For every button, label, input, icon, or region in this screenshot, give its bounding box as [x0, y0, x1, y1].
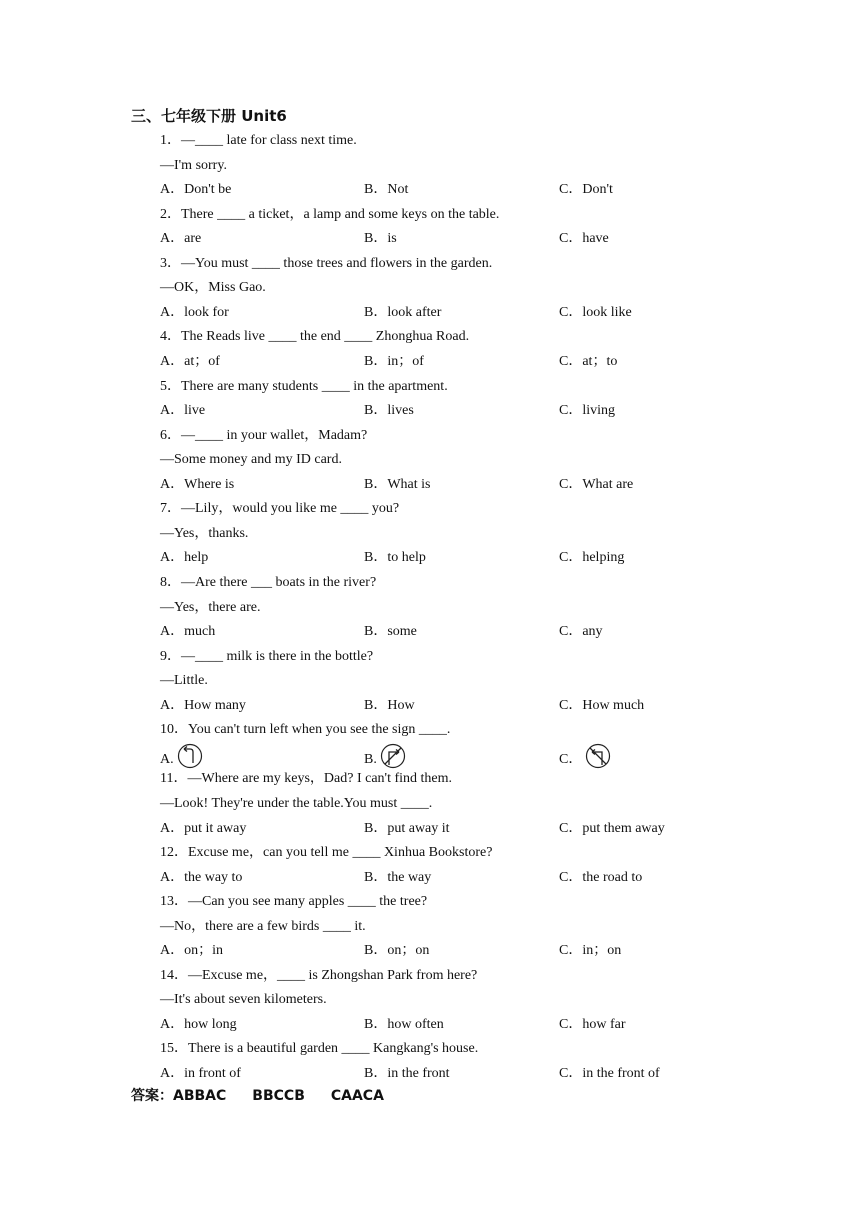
question-14-reply: —It's about seven kilometers.: [160, 992, 327, 1007]
question-4-option-b: B．in；of: [364, 354, 424, 369]
question-8-option-b: B．some: [364, 624, 417, 639]
question-4-option-c: C．at；to: [559, 354, 618, 369]
question-15-stem: 15．There is a beautiful garden ____ Kangkang's house.: [160, 1041, 479, 1056]
question-1-stem: 1．—____ late for class next time.: [160, 133, 357, 148]
question-14-option-a: A．how long: [160, 1017, 237, 1032]
u-turn-sign-icon: [175, 743, 205, 769]
answer-group-3: CAACA: [330, 1088, 384, 1104]
question-10-stem: 10．You can't turn left when you see the sign ____.: [160, 722, 451, 737]
question-14-stem: 14．—Excuse me，____ is Zhongshan Park from here?: [160, 968, 478, 983]
question-1-reply: —I'm sorry.: [160, 158, 227, 173]
question-10-option-a: [160, 743, 205, 767]
question-5-option-a: A．live: [160, 403, 206, 418]
no-left-turn-sign-icon: [583, 743, 613, 769]
question-8-reply: —Yes，there are.: [160, 600, 261, 615]
question-10-option-b: [364, 743, 408, 767]
question-10-option-c: [559, 743, 613, 767]
answer-group-2: BBCCB: [252, 1088, 305, 1104]
no-right-turn-sign-icon: [378, 743, 408, 769]
question-7-reply: —Yes，thanks.: [160, 526, 249, 541]
question-8-option-a: A．much: [160, 624, 216, 639]
question-15-option-a: A．in front of: [160, 1066, 241, 1081]
question-7-option-c: C．helping: [559, 550, 625, 565]
question-13-option-a: A．on；in: [160, 943, 223, 958]
question-6-option-b: B．What is: [364, 477, 431, 492]
section-heading: 三、七年级下册 Unit6: [131, 107, 287, 125]
question-3-stem: 3．—You must ____ those trees and flowers in the garden.: [160, 256, 493, 271]
question-8-stem: 8．—Are there ___ boats in the river?: [160, 575, 377, 590]
question-12-stem: 12．Excuse me，can you tell me ____ Xinhua Bookstore?: [160, 845, 493, 860]
question-14-option-b: B．how often: [364, 1017, 444, 1032]
question-3-option-b: B．look after: [364, 305, 442, 320]
question-4-option-a: A．at；of: [160, 354, 220, 369]
question-13-reply: —No，there are a few birds ____ it.: [160, 919, 366, 934]
answer-group-1: ABBAC: [173, 1088, 227, 1104]
question-7-stem: 7．—Lily，would you like me ____ you?: [160, 501, 400, 516]
answer-key-label: 答案：: [131, 1088, 173, 1104]
question-2-stem: 2．There ____ a ticket，a lamp and some keys on the table.: [160, 207, 500, 222]
question-10-option-a-label: A.: [160, 752, 174, 767]
question-15-option-b: B．in the front: [364, 1066, 450, 1081]
question-9-option-b: B．How: [364, 698, 415, 713]
question-5-option-b: B．lives: [364, 403, 414, 418]
question-9-option-a: A．How many: [160, 698, 246, 713]
question-2-option-a: A．are: [160, 231, 202, 246]
question-14-option-c: C．how far: [559, 1017, 626, 1032]
question-2-option-b: B．is: [364, 231, 397, 246]
question-7-option-b: B．to help: [364, 550, 426, 565]
question-6-reply: —Some money and my ID card.: [160, 452, 342, 467]
question-4-stem: 4．The Reads live ____ the end ____ Zhonghua Road.: [160, 329, 470, 344]
question-8-option-c: C．any: [559, 624, 603, 639]
question-11-stem: 11．—Where are my keys，Dad? I can't find them.: [160, 771, 453, 786]
question-1-option-a: A．Don't be: [160, 182, 232, 197]
question-7-option-a: A．help: [160, 550, 209, 565]
question-5-stem: 5．There are many students ____ in the apartment.: [160, 379, 448, 394]
question-3-reply: —OK，Miss Gao.: [160, 280, 266, 295]
question-10-option-c-label: C．: [559, 752, 583, 767]
question-13-option-c: C．in；on: [559, 943, 622, 958]
question-11-reply: —Look! They're under the table.You must ____.: [160, 796, 433, 811]
question-6-stem: 6．—____ in your wallet，Madam?: [160, 428, 368, 443]
question-15-option-c: C．in the front of: [559, 1066, 660, 1081]
question-1-option-b: B．Not: [364, 182, 409, 197]
question-10-option-b-label: B.: [364, 752, 377, 767]
question-5-option-c: C．living: [559, 403, 616, 418]
question-11-option-b: B．put away it: [364, 821, 450, 836]
question-9-option-c: C．How much: [559, 698, 645, 713]
question-13-stem: 13．—Can you see many apples ____ the tree?: [160, 894, 428, 909]
answer-key: [131, 1086, 384, 1106]
question-6-option-c: C．What are: [559, 477, 634, 492]
question-11-option-c: C．put them away: [559, 821, 665, 836]
question-6-option-a: A．Where is: [160, 477, 235, 492]
question-12-option-a: A．the way to: [160, 870, 243, 885]
question-12-option-b: B．the way: [364, 870, 432, 885]
question-12-option-c: C．the road to: [559, 870, 643, 885]
question-3-option-a: A．look for: [160, 305, 229, 320]
question-1-option-c: C．Don't: [559, 182, 613, 197]
question-11-option-a: A．put it away: [160, 821, 247, 836]
question-9-stem: 9．—____ milk is there in the bottle?: [160, 649, 374, 664]
question-13-option-b: B．on；on: [364, 943, 430, 958]
question-9-reply: —Little.: [160, 673, 208, 688]
question-2-option-c: C．have: [559, 231, 609, 246]
question-3-option-c: C．look like: [559, 305, 632, 320]
